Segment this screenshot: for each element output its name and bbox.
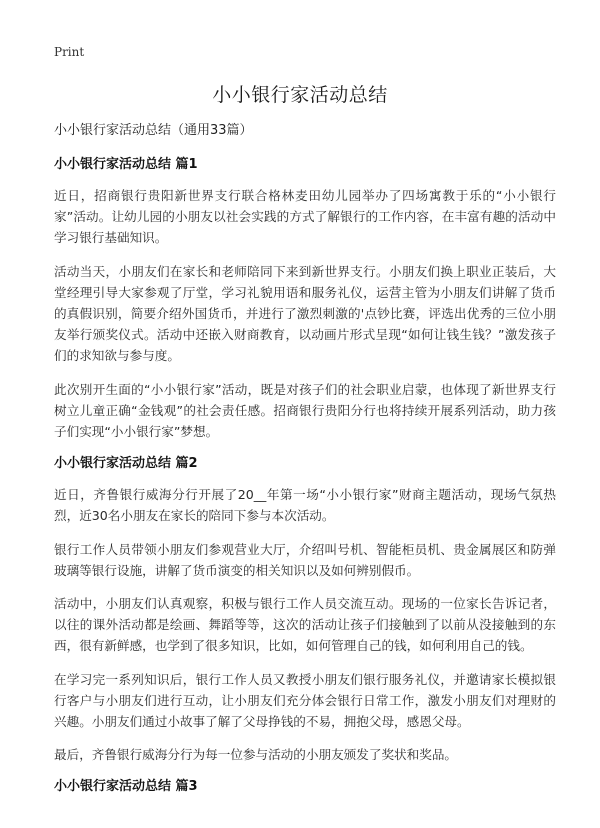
paragraph: 活动中，小朋友们认真观察，积极与银行工作人员交流互动。现场的一位家长告诉记者，以往的课外活动都是绘画、舞蹈等等，这次的活动让孩子们接触到了以前从没接触到的东西，很有新鲜感，也学到了很多知识，比如，如何管理自己的钱，如何利用自己的钱。 [54,596,556,654]
document-body [54,121,556,807]
section-heading: 小小银行家活动总结 篇3 [54,779,198,795]
page-title: 小小银行家活动总结 [212,84,388,106]
paragraph: 活动当天，小朋友们在家长和老师陪同下来到新世界支行。小朋友们换上职业正装后，大堂经理引导大家参观了厅堂，学习礼貌用语和服务礼仪，运营主管为小朋友们讲解了货币的真假识别，简要介绍外国货币，并进行了激烈刺激的'点钞比赛，评选出优秀的三位小朋友举行颁奖仪式。活动中还嵌入财商教育，以动画片形式呈现“如何让钱生钱？”激发孩子们的求知欲与参与度。 [54,263,556,364]
paragraph: 此次别开生面的“小小银行家”活动，既是对孩子们的社会职业启蒙，也体现了新世界支行树立儿童正确“金钱观”的社会责任感。招商银行贵阳分行也将持续开展系列活动，助力孩子们实现“小小银行家”梦想。 [54,381,556,440]
paragraph: 最后，齐鲁银行威海分行为每一位参与活动的小朋友颁发了奖状和奖品。 [54,747,457,763]
section-heading: 小小银行家活动总结 篇1 [54,157,198,172]
paragraph: 在学习完一系列知识后，银行工作人员又教授小朋友们银行服务礼仪，并邀请家长模拟银行客户与小朋友们进行互动，让小朋友们充分体会银行日常工作，激发小朋友们对理财的兴趣。小朋友们通过小故事了解了父母挣钱的不易，拥抱父母，感恩父母。 [54,671,556,730]
paragraph: 近日，齐鲁银行威海分行开展了20__年第一场“小小银行家”财商主题活动，现场气氛热烈，近30名小朋友在家长的陪同下参与本次活动。 [54,487,556,524]
section-1 [54,155,556,442]
paragraph: 近日，招商银行贵阳新世界支行联合格林麦田幼儿园举办了四场寓教于乐的“小小银行家”活动。让幼儿园的小朋友以社会实践的方式了解银行的工作内容，在丰富有趣的活动中学习银行基础知识。 [54,188,556,246]
paragraph: 银行工作人员带领小朋友们参观营业大厅，介绍叫号机、智能柜员机、贵金属展区和防弹玻璃等银行设施，讲解了货币演变的相关知识以及如何辨别假币。 [54,541,556,578]
section-heading: 小小银行家活动总结 篇2 [54,456,198,472]
print-link[interactable]: Print [54,45,85,59]
section-3 [54,777,556,797]
section-2 [54,454,556,765]
document-subtitle: 小小银行家活动总结（通用33篇） [54,123,253,138]
